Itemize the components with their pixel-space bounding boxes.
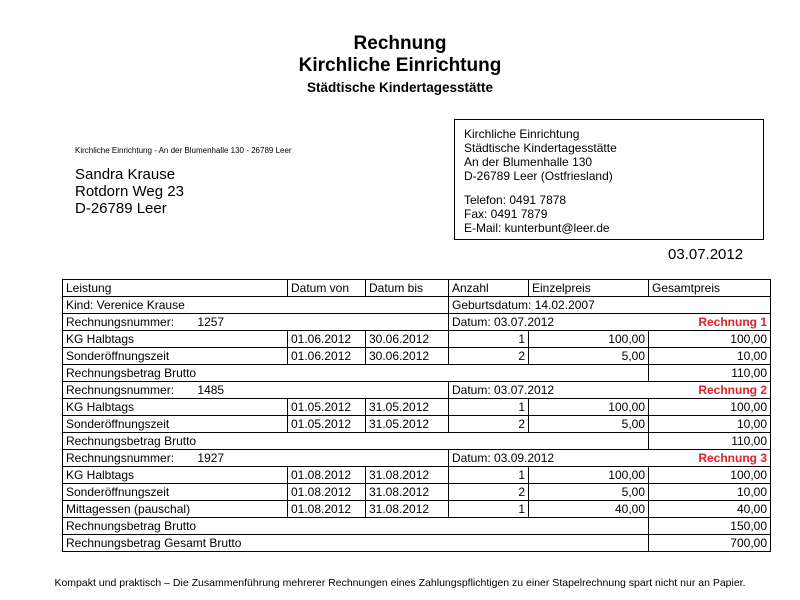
cell-leistung: KG Halbtags xyxy=(63,331,288,348)
header-gesamtpreis: Gesamtpreis xyxy=(649,280,771,297)
caption: Kompakt und praktisch – Die Zusammenführung mehrerer Rechnungen eines Zahlungspflichtigen zu einer Stapelrechnung spart nicht nur an Papier. xyxy=(54,577,746,589)
cell-leistung: Sonderöffnungszeit xyxy=(63,348,288,365)
cell-datum-von: 01.05.2012 xyxy=(288,416,366,433)
cell-datum-bis: 31.05.2012 xyxy=(366,416,449,433)
table-header-row xyxy=(63,280,771,297)
cell-datum-von: 01.06.2012 xyxy=(288,348,366,365)
cell-gesamtpreis: 100,00 xyxy=(649,467,771,484)
recipient-street: Rotdorn Weg 23 xyxy=(75,183,184,200)
cell-leistung: Mittagessen (pauschal) xyxy=(63,501,288,518)
cell-datum-bis: 31.08.2012 xyxy=(366,484,449,501)
cell-datum-von: 01.06.2012 xyxy=(288,331,366,348)
contact-fax: Fax: 0491 7879 xyxy=(464,207,548,221)
cell-datum-von: 01.05.2012 xyxy=(288,399,366,416)
cell-gesamtpreis: 10,00 xyxy=(649,348,771,365)
cell-leistung: Sonderöffnungszeit xyxy=(63,484,288,501)
contact-email: E-Mail: kunterbunt@leer.de xyxy=(464,221,610,235)
cell-datum-von: 01.08.2012 xyxy=(288,484,366,501)
invoice-date: Datum: 03.07.2012 xyxy=(452,315,555,329)
invoice-total-row xyxy=(63,365,771,382)
table-row xyxy=(63,501,771,518)
invoice-total-label: Rechnungsbetrag Brutto xyxy=(63,518,649,535)
cell-datum-bis: 30.06.2012 xyxy=(366,348,449,365)
cell-anzahl: 2 xyxy=(449,416,529,433)
title-rechnung: Rechnung xyxy=(353,33,447,54)
cell-einzelpreis: 5,00 xyxy=(529,416,649,433)
contact-box xyxy=(454,119,764,240)
cell-einzelpreis: 5,00 xyxy=(529,348,649,365)
invoice-total: 110,00 xyxy=(649,433,771,450)
contact-line: An der Blumenhalle 130 xyxy=(464,155,593,169)
invoice-number-label: Rechnungsnummer: xyxy=(66,451,175,465)
invoice-number-label: Rechnungsnummer: xyxy=(66,383,175,397)
invoice-number: 1927 xyxy=(197,451,225,465)
invoice-tag: Rechnung 3 xyxy=(698,451,767,465)
cell-einzelpreis: 100,00 xyxy=(529,467,649,484)
contact-line: D-26789 Leer (Ostfriesland) xyxy=(464,169,613,183)
cell-einzelpreis: 100,00 xyxy=(529,331,649,348)
cell-datum-von: 01.08.2012 xyxy=(288,467,366,484)
table-row xyxy=(63,348,771,365)
cell-einzelpreis: 40,00 xyxy=(529,501,649,518)
recipient-address xyxy=(75,166,184,217)
cell-datum-von: 01.08.2012 xyxy=(288,501,366,518)
cell-anzahl: 1 xyxy=(449,331,529,348)
table-row xyxy=(63,399,771,416)
cell-datum-bis: 30.06.2012 xyxy=(366,331,449,348)
cell-leistung: KG Halbtags xyxy=(63,467,288,484)
invoice-total: 150,00 xyxy=(649,518,771,535)
invoice-total-row xyxy=(63,518,771,535)
invoice-table xyxy=(62,279,771,552)
invoice-number-label: Rechnungsnummer: xyxy=(66,315,175,329)
invoice-number: 1485 xyxy=(197,383,225,397)
cell-anzahl: 1 xyxy=(449,501,529,518)
invoice-total-label: Rechnungsbetrag Brutto xyxy=(63,365,649,382)
invoice-total-label: Rechnungsbetrag Brutto xyxy=(63,433,649,450)
invoice-tag: Rechnung 2 xyxy=(698,383,767,397)
grand-total: 700,00 xyxy=(649,535,771,552)
cell-gesamtpreis: 100,00 xyxy=(649,399,771,416)
document-date: 03.07.2012 xyxy=(668,246,744,263)
invoice-total-row xyxy=(63,433,771,450)
table-row xyxy=(63,467,771,484)
cell-einzelpreis: 5,00 xyxy=(529,484,649,501)
cell-einzelpreis: 100,00 xyxy=(529,399,649,416)
invoice-number-row xyxy=(63,450,771,467)
header-einzelpreis: Einzelpreis xyxy=(529,280,649,297)
header-anzahl: Anzahl xyxy=(449,280,529,297)
invoice-number-row xyxy=(63,382,771,399)
header-datum-von: Datum von xyxy=(288,280,366,297)
cell-gesamtpreis: 10,00 xyxy=(649,416,771,433)
table-row xyxy=(63,331,771,348)
contact-line: Städtische Kindertagesstätte xyxy=(464,141,617,155)
subtitle: Städtische Kindertagesstätte xyxy=(306,80,494,95)
header-datum-bis: Datum bis xyxy=(366,280,449,297)
cell-gesamtpreis: 10,00 xyxy=(649,484,771,501)
contact-phone: Telefon: 0491 7878 xyxy=(464,193,567,207)
cell-gesamtpreis: 100,00 xyxy=(649,331,771,348)
invoice-total: 110,00 xyxy=(649,365,771,382)
invoice-date: Datum: 03.07.2012 xyxy=(452,383,555,397)
cell-anzahl: 2 xyxy=(449,484,529,501)
grand-total-label: Rechnungsbetrag Gesamt Brutto xyxy=(63,535,649,552)
invoice-number: 1257 xyxy=(197,315,225,329)
sender-line: Kirchliche Einrichtung - An der Blumenhalle 130 - 26789 Leer xyxy=(75,146,292,155)
cell-leistung: Sonderöffnungszeit xyxy=(63,416,288,433)
table-row xyxy=(63,416,771,433)
cell-anzahl: 1 xyxy=(449,467,529,484)
recipient-city: D-26789 Leer xyxy=(75,200,167,217)
cell-leistung: KG Halbtags xyxy=(63,399,288,416)
invoice-number-row xyxy=(63,314,771,331)
child-name: Kind: Verenice Krause xyxy=(63,297,449,314)
cell-datum-bis: 31.08.2012 xyxy=(366,501,449,518)
cell-gesamtpreis: 40,00 xyxy=(649,501,771,518)
header-leistung: Leistung xyxy=(63,280,288,297)
child-birthdate: Geburtsdatum: 14.02.2007 xyxy=(449,297,771,314)
recipient-name: Sandra Krause xyxy=(75,166,176,183)
invoice-tag: Rechnung 1 xyxy=(698,315,767,329)
contact-line: Kirchliche Einrichtung xyxy=(464,127,580,141)
invoice-date: Datum: 03.09.2012 xyxy=(452,451,555,465)
cell-anzahl: 1 xyxy=(449,399,529,416)
grand-total-row xyxy=(63,535,771,552)
title-organisation: Kirchliche Einrichtung xyxy=(298,55,502,76)
cell-anzahl: 2 xyxy=(449,348,529,365)
table-row xyxy=(63,484,771,501)
cell-datum-bis: 31.05.2012 xyxy=(366,399,449,416)
child-row xyxy=(63,297,771,314)
cell-datum-bis: 31.08.2012 xyxy=(366,467,449,484)
